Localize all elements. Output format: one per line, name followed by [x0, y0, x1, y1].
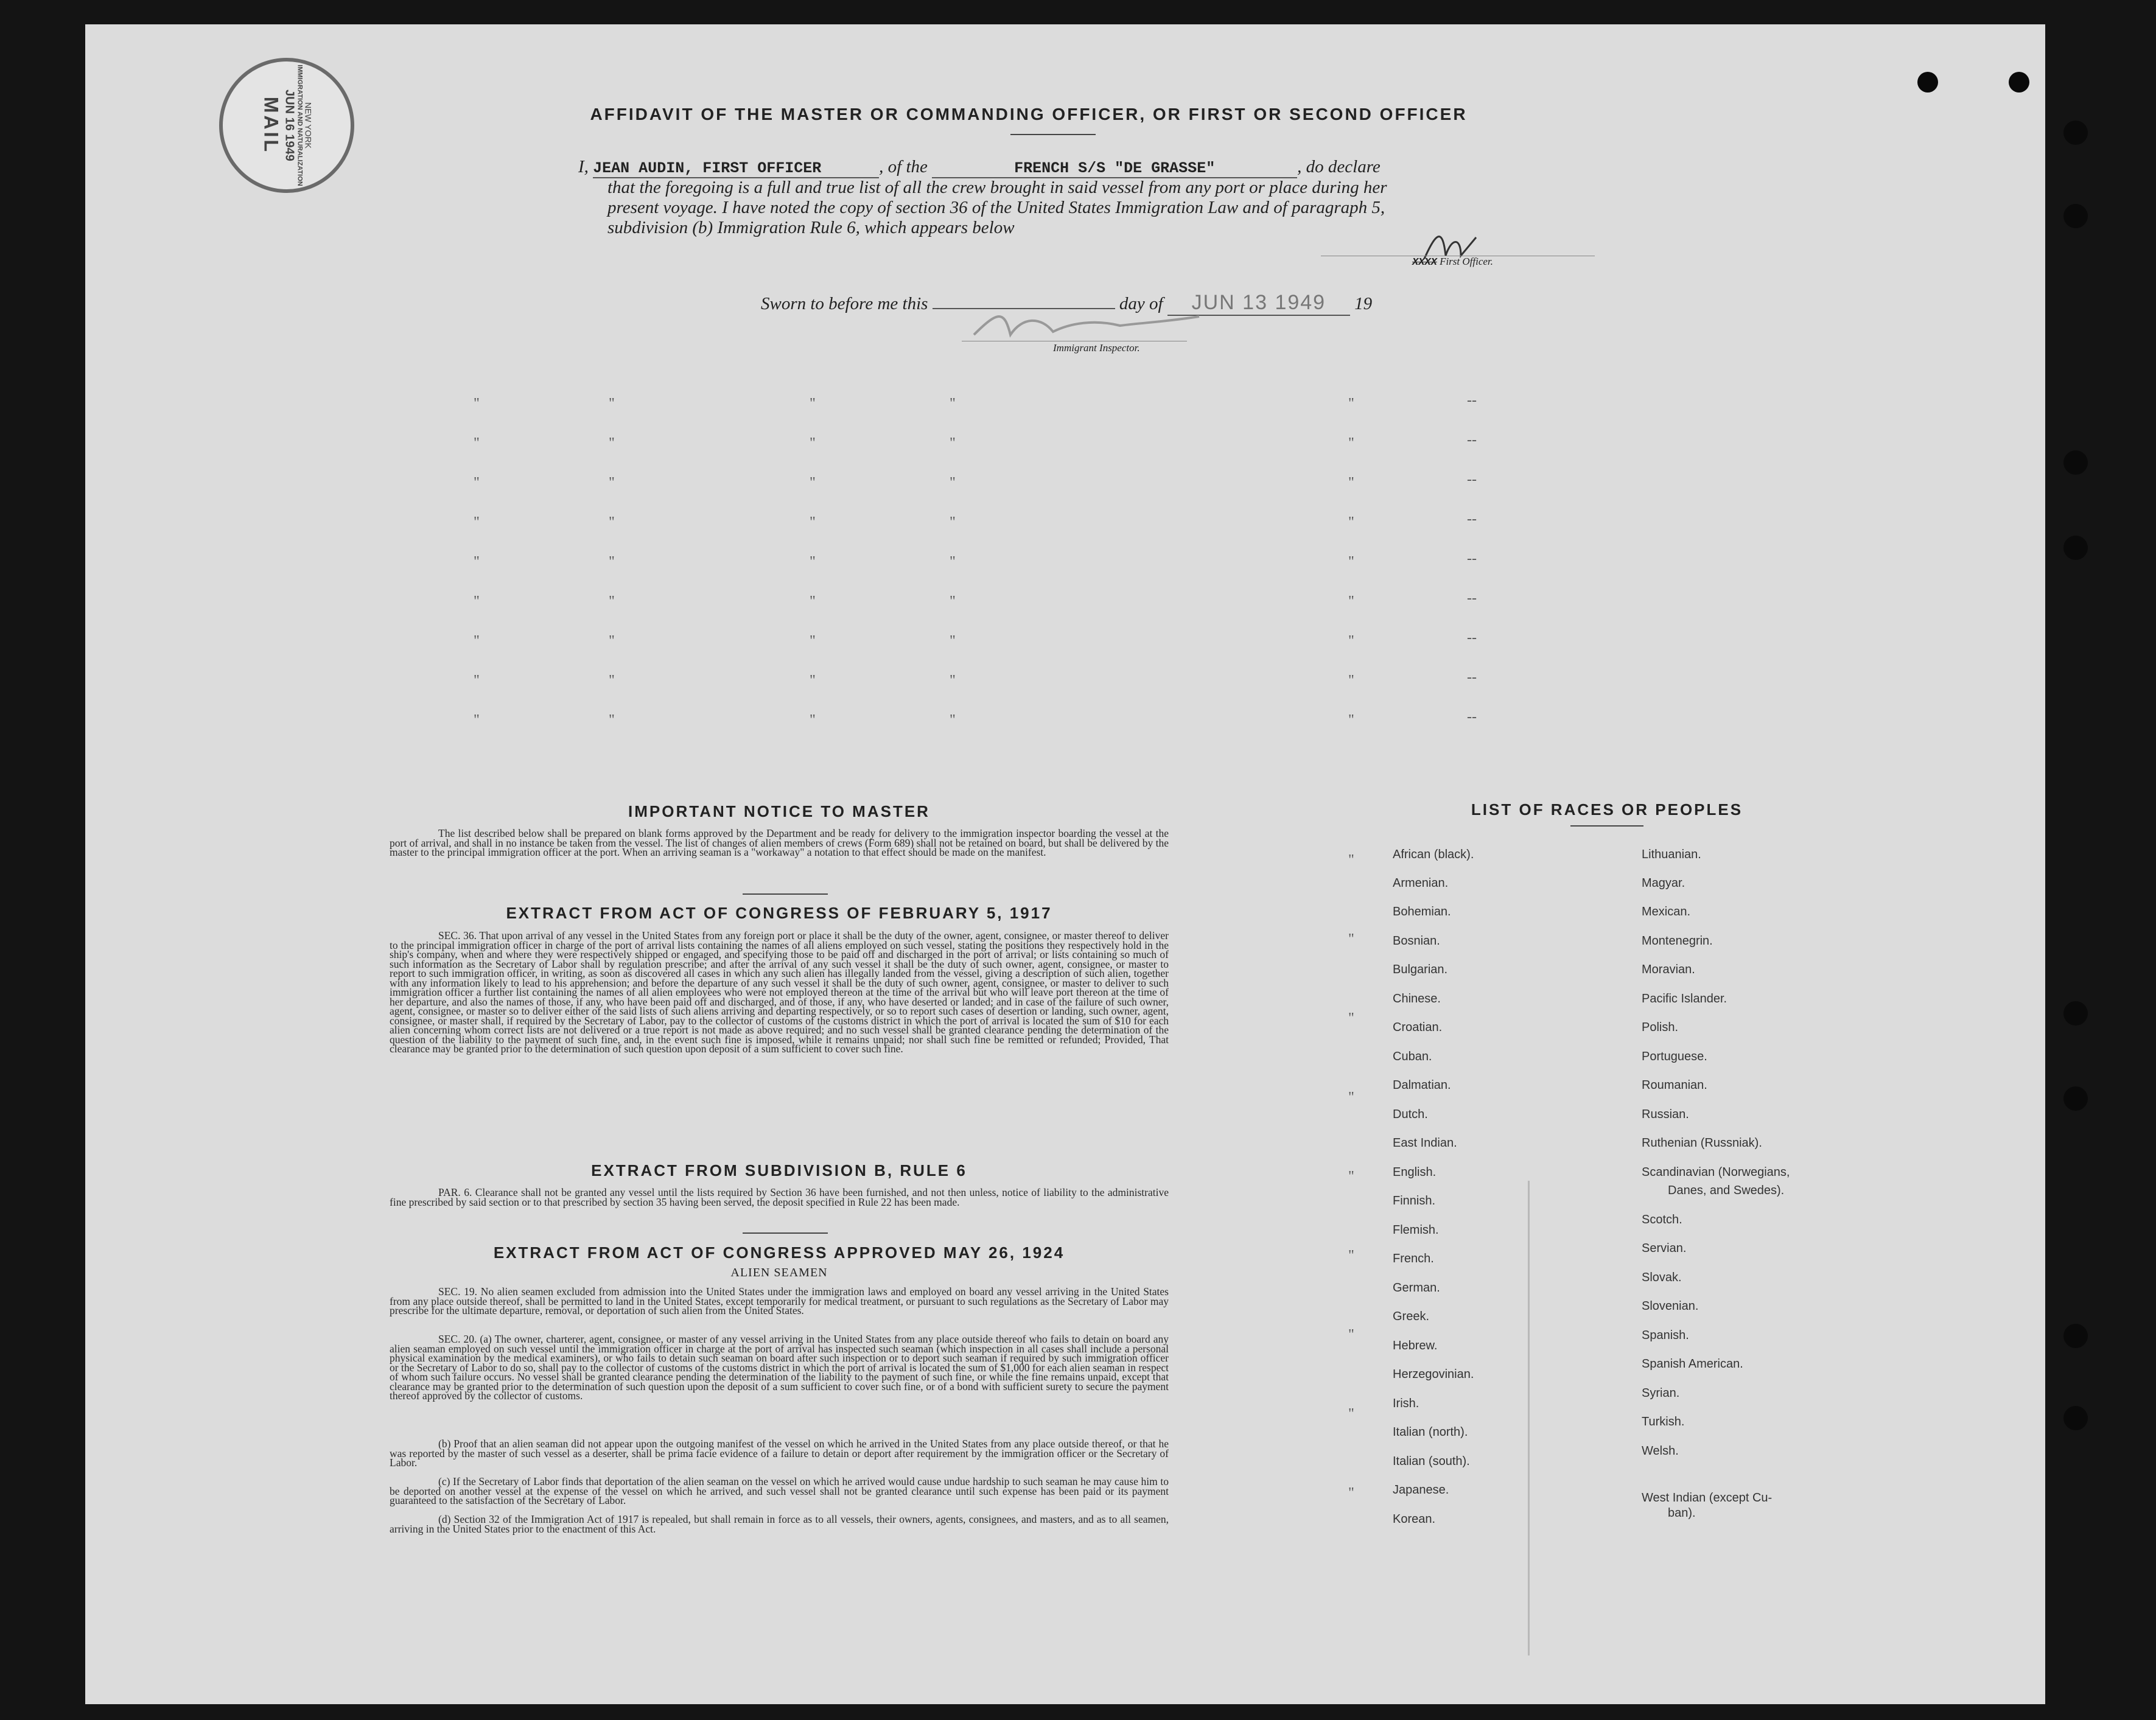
ditto-mark: "	[810, 475, 816, 491]
race-item: Servian.	[1642, 1242, 1687, 1255]
ditto-mark: "	[474, 475, 480, 491]
ditto-mark: "	[474, 673, 480, 688]
ditto-mark: "	[1348, 1248, 1354, 1264]
race-item: Irish.	[1393, 1397, 1419, 1410]
extract-1924-title: EXTRACT FROM ACT OF CONGRESS APPROVED MAY 26, 1924	[493, 1243, 1065, 1262]
ditto-mark: "	[609, 593, 615, 609]
stamp-city: NEW YORK	[304, 102, 313, 149]
race-item: Roumanian.	[1642, 1078, 1707, 1092]
race-item: East Indian.	[1393, 1136, 1457, 1150]
race-item: Turkish.	[1642, 1415, 1685, 1428]
dash-mark: --	[1467, 709, 1477, 725]
ditto-mark: "	[810, 712, 816, 728]
ditto-mark: "	[474, 435, 480, 451]
inspector-label: Immigrant Inspector.	[1053, 342, 1140, 354]
race-item: Syrian.	[1642, 1386, 1680, 1400]
ditto-mark: "	[609, 554, 615, 570]
race-item: Greek.	[1393, 1310, 1430, 1323]
ditto-mark: "	[1348, 1010, 1354, 1026]
races-title: LIST OF RACES OR PEOPLES	[1471, 800, 1743, 819]
ditto-mark: "	[810, 514, 816, 530]
race-item: Bohemian.	[1393, 905, 1451, 918]
ditto-mark: "	[474, 554, 480, 570]
ditto-mark: "	[1348, 435, 1354, 451]
race-item: Polish.	[1642, 1021, 1679, 1034]
stamp-date: JUN 16 1949	[283, 89, 296, 161]
race-item: Slovenian.	[1642, 1299, 1699, 1313]
sworn-year-prefix: 19	[1354, 294, 1373, 313]
stamp-org: IMMIGRATION AND NATURALIZATION	[296, 65, 304, 186]
ditto-mark: "	[474, 633, 480, 649]
race-item: Pacific Islander.	[1642, 992, 1727, 1005]
punch-hole	[2063, 450, 2088, 475]
ditto-mark: "	[474, 593, 480, 609]
ditto-mark: "	[474, 712, 480, 728]
declaration-line-1	[578, 157, 1613, 178]
ditto-mark: "	[950, 712, 956, 728]
ditto-mark: "	[1348, 1169, 1354, 1184]
race-item: Moravian.	[1642, 963, 1695, 976]
race-item: Lithuanian.	[1642, 848, 1701, 861]
declaration-i: I,	[578, 157, 589, 177]
ditto-mark: "	[1348, 1089, 1354, 1105]
race-item: Bulgarian.	[1393, 963, 1448, 976]
dash-mark: --	[1467, 590, 1477, 606]
punch-hole	[2009, 72, 2029, 93]
race-item: Croatian.	[1393, 1021, 1443, 1034]
ditto-mark: "	[474, 514, 480, 530]
dash-mark: --	[1467, 630, 1477, 646]
ditto-mark: "	[1348, 712, 1354, 728]
race-item: Montenegrin.	[1642, 934, 1713, 948]
race-item: Dutch.	[1393, 1108, 1428, 1121]
race-item: Bosnian.	[1393, 934, 1440, 948]
declaration-of-the: , of the	[879, 157, 928, 177]
mail-received-stamp	[219, 58, 354, 193]
race-item: Flemish.	[1393, 1223, 1439, 1237]
race-item: ban).	[1668, 1506, 1696, 1520]
rule-6-rule	[743, 1232, 828, 1234]
extract-1917-body: SEC. 36. That upon arrival of any vessel in the United States from any foreign port or place it shall be the duty of the owner, agent, consignee, or master thereof to deliver to the principal immigration officer in charge of the port of arrival lists containing the names of all aliens employed on such vessel, stating the positions they respectively hold in the ship's company, when and where they were respectively shipped or engaged, and specifying those to be paid off and discharged in the port of arrival; or lists containing so much of such information as the Secretary of Labor shall by regulation prescribe; and after the arrival of any such vessel it shall be the duty of such owner, agent, consignee, or master to report to such immigration officer, in writing, as soon as discovered all cases in which any such alien has illegally landed from the vessel, giving a description of such alien, together with any information likely to lead to his apprehension; and before the departure of any such vessel it shall be the duty of such owner, agent, consignee, or master to deliver to such immigration officer a further list containing the names of all alien employees who were not employed thereon at the time of the arrival but who will leave port thereon at the time of her departure, and also the names of those, if any, who have been paid off and discharged, and of those, if any, who have deserted or landed; and in case of the failure of such owner, agent, consignee, or master so to deliver either of the said lists of such aliens arriving and departing respectively, or so to report such cases of desertion or landing, such owner, agent, consignee, or master shall, if required by the Secretary of Labor, pay to the collector of customs of the customs district in which the port of arrival is located the sum of $10 for each alien concerning whom correct lists are not delivered or a true report is not made as above required; and no such vessel shall be granted clearance pending the determination of the question of the liability to the payment of such fine, and, in the event such fine is imposed, while it remains unpaid; nor shall such fine be remitted or refunded; Provided, That clearance may be granted prior to the determination of such question upon deposit of a sum sufficient to cover such fine.	[390, 929, 1169, 1055]
race-item: Spanish.	[1642, 1329, 1689, 1342]
ditto-mark: "	[950, 554, 956, 570]
ditto-mark: "	[950, 435, 956, 451]
race-item: Mexican.	[1642, 905, 1691, 918]
affidavit-heading: AFFIDAVIT OF THE MASTER OR COMMANDING OFFICER, OR FIRST OR SECOND OFFICER	[590, 105, 1468, 124]
dash-mark: --	[1467, 551, 1477, 567]
race-item: Danes, and Swedes).	[1668, 1184, 1785, 1197]
dash-mark: --	[1467, 472, 1477, 488]
races-rule	[1570, 825, 1643, 827]
declaration-line-2: that the foregoing is a full and true list of all the crew brought in said vessel from any port or place during her	[607, 178, 1387, 197]
ditto-mark: "	[950, 514, 956, 530]
punch-hole	[1917, 72, 1938, 93]
race-item: English.	[1393, 1166, 1437, 1179]
dash-mark: --	[1467, 393, 1477, 408]
dash-mark: --	[1467, 511, 1477, 527]
stamp-mail: MAIL	[261, 96, 282, 155]
punch-hole	[2063, 1406, 2088, 1430]
race-item: Magyar.	[1642, 876, 1685, 890]
declaration-do-declare: , do declare	[1297, 157, 1381, 177]
race-item: Portuguese.	[1642, 1050, 1707, 1063]
race-item: German.	[1393, 1281, 1440, 1295]
race-item: Armenian.	[1393, 876, 1449, 890]
ditto-mark: "	[609, 475, 615, 491]
punch-hole	[2063, 1001, 2088, 1026]
punch-hole	[2063, 1324, 2088, 1348]
race-item: Russian.	[1642, 1108, 1689, 1121]
race-item: Hebrew.	[1393, 1339, 1438, 1352]
officer-name: JEAN AUDIN, FIRST OFFICER	[593, 159, 822, 177]
race-item: French.	[1393, 1252, 1434, 1265]
extract-1917-title: EXTRACT FROM ACT OF CONGRESS OF FEBRUARY 5, 1917	[506, 904, 1052, 922]
rule-6-body: PAR. 6. Clearance shall not be granted any vessel until the lists required by Section 36 have been furnished, and not then unless, notice of liability to the administrative fine prescribed by said section or to that prescribed by section 35 having been served, the deposit specified in Rule 22 has been made.	[390, 1186, 1169, 1208]
race-item: Italian (south).	[1393, 1455, 1470, 1468]
signature-label: XXXX First Officer.	[1412, 256, 1493, 268]
ditto-mark: "	[950, 396, 956, 411]
declaration-line-4: subdivision (b) Immigration Rule 6, which appears below	[607, 218, 1015, 237]
extract-1924-sec20a: SEC. 20. (a) The owner, charterer, agent, consignee, or master of any vessel arriving in the United States from any place outside thereof who fails to detain on board any alien seaman employed on such vessel until the immigration officer in charge at the port of arrival has inspected such seaman (which inspection in all cases shall include a personal physical examination by the medical examiners), or who fails to detain such seaman on board after such inspection or to deport such seaman if required by such immigration officer or the Secretary of Labor to do so, shall pay to the collector of customs of the customs district in which the port of arrival is located the sum of $1,000 for each alien seaman in respect of whom such failure occurs. No vessel shall be granted clearance pending the determination of the liability to the payment of such fine, or while the fine remains unpaid, except that clearance may be granted prior to the determination of such question upon the deposit of a sum sufficient to cover such fine, or of a bond with sufficient surety to secure the payment thereof approved by the collector of customs.	[390, 1333, 1169, 1402]
ditto-mark: "	[1348, 673, 1354, 688]
heading-rule	[1010, 134, 1096, 135]
punch-hole	[2063, 204, 2088, 228]
ditto-mark: "	[810, 593, 816, 609]
ditto-mark: "	[1348, 554, 1354, 570]
ditto-mark: "	[1348, 475, 1354, 491]
race-item: Spanish American.	[1642, 1357, 1743, 1371]
race-item: Scandinavian (Norwegians,	[1642, 1166, 1790, 1179]
sworn-date-stamp: JUN 13 1949	[1191, 291, 1326, 314]
race-item: Cuban.	[1393, 1050, 1432, 1063]
ditto-mark: "	[950, 593, 956, 609]
ditto-mark: "	[1348, 396, 1354, 411]
ditto-mark: "	[1348, 633, 1354, 649]
ditto-mark: "	[609, 396, 615, 411]
notice-rule	[743, 893, 828, 895]
extract-1924-sec19: SEC. 19. No alien seamen excluded from admission into the United States under the immigration laws and employed on board any vessel arriving in the United States from any place outside thereof, shall be permitted to land in the United States, except temporarily for medical treatment, or pursuant to such regulations as the Secretary of Labor may prescribe for the ultimate departure, removal, or deportation of such alien from the United States.	[390, 1285, 1169, 1316]
ditto-mark: "	[950, 633, 956, 649]
ditto-mark: "	[609, 435, 615, 451]
race-item: Slovak.	[1642, 1271, 1682, 1284]
dash-mark: --	[1467, 432, 1477, 448]
extract-1924-subtitle: ALIEN SEAMEN	[730, 1266, 828, 1279]
ditto-mark: "	[950, 673, 956, 688]
race-item: Ruthenian (Russniak).	[1642, 1136, 1762, 1150]
race-item: Japanese.	[1393, 1483, 1449, 1497]
race-item: Scotch.	[1642, 1213, 1682, 1226]
ditto-mark: "	[609, 633, 615, 649]
ditto-mark: "	[1348, 593, 1354, 609]
race-item: West Indian (except Cu-	[1642, 1491, 1773, 1505]
race-item: Italian (north).	[1393, 1425, 1468, 1439]
ditto-mark: "	[1348, 514, 1354, 530]
race-item: Dalmatian.	[1393, 1078, 1451, 1092]
race-item: Korean.	[1393, 1512, 1436, 1526]
vessel-name: FRENCH S/S "DE GRASSE"	[1014, 159, 1216, 177]
punch-hole	[2063, 1086, 2088, 1111]
declaration-line-3: present voyage. I have noted the copy of section 36 of the United States Immigration Law and of paragraph 5,	[607, 198, 1385, 217]
ditto-mark: "	[810, 554, 816, 570]
ditto-mark: "	[1348, 931, 1354, 947]
ditto-mark: "	[950, 475, 956, 491]
ditto-mark: "	[810, 435, 816, 451]
notice-body: The list described below shall be prepared on blank forms approved by the Department and be ready for delivery to the immigration inspector boarding the vessel at the port of arrival, and shall in no instance be taken from the vessel. The list of changes of alien members of crews (Form 689) shall not be retained on board, but shall be delivered by the master to the principal immigration officer at the port. When an arriving seaman is a "workaway" a notation to that effect should be made on the manifest.	[390, 827, 1169, 858]
ditto-mark: "	[810, 396, 816, 411]
rule-6-title: EXTRACT FROM SUBDIVISION B, RULE 6	[591, 1161, 967, 1180]
race-item: Herzegovinian.	[1393, 1368, 1474, 1381]
ditto-mark: "	[1348, 1327, 1354, 1343]
race-item: Finnish.	[1393, 1194, 1436, 1208]
race-item: Welsh.	[1642, 1444, 1679, 1458]
race-item: Chinese.	[1393, 992, 1441, 1005]
ditto-mark: "	[474, 396, 480, 411]
dash-mark: --	[1467, 669, 1477, 685]
ditto-mark: "	[609, 712, 615, 728]
punch-hole	[2063, 536, 2088, 560]
ditto-mark: "	[810, 633, 816, 649]
ditto-mark: "	[609, 514, 615, 530]
ditto-mark: "	[1348, 1485, 1354, 1501]
notice-title: IMPORTANT NOTICE TO MASTER	[628, 802, 930, 820]
extract-1924-sec20b: (b) Proof that an alien seaman did not appear upon the outgoing manifest of the vessel on which he arrived in the United States from any place outside thereof, or that he was reported by the master of such vessel as a deserter, shall be prima facie evidence of a failure to detain or deport after requirement by the immigration officer or the Secretary of Labor.	[390, 1438, 1169, 1469]
sworn-text: Sworn to before me this	[761, 294, 928, 313]
race-item: African (black).	[1393, 848, 1474, 861]
extract-1924-sec20d: (d) Section 32 of the Immigration Act of 1917 is repealed, but shall remain in force as to all vessels, their owners, agents, consignees, and masters, and as to all seamen, arriving in the United States prior to the enactment of this Act.	[390, 1513, 1169, 1535]
punch-hole	[2063, 121, 2088, 145]
extract-1924-sec20c: (c) If the Secretary of Labor finds that deportation of the alien seaman on the vessel on which he arrived would cause undue hardship to such seaman he may cause him to be deported on another vessel at the expense of the vessel on which he arrived, and such vessel shall not be granted clearance until such expense has been paid or its payment guaranteed to the satisfaction of the Secretary of Labor.	[390, 1475, 1169, 1506]
ditto-mark: "	[1348, 852, 1354, 868]
sworn-day-of: day of	[1119, 294, 1163, 313]
ditto-mark: "	[609, 673, 615, 688]
ditto-mark: "	[810, 673, 816, 688]
ditto-mark: "	[1348, 1406, 1354, 1422]
